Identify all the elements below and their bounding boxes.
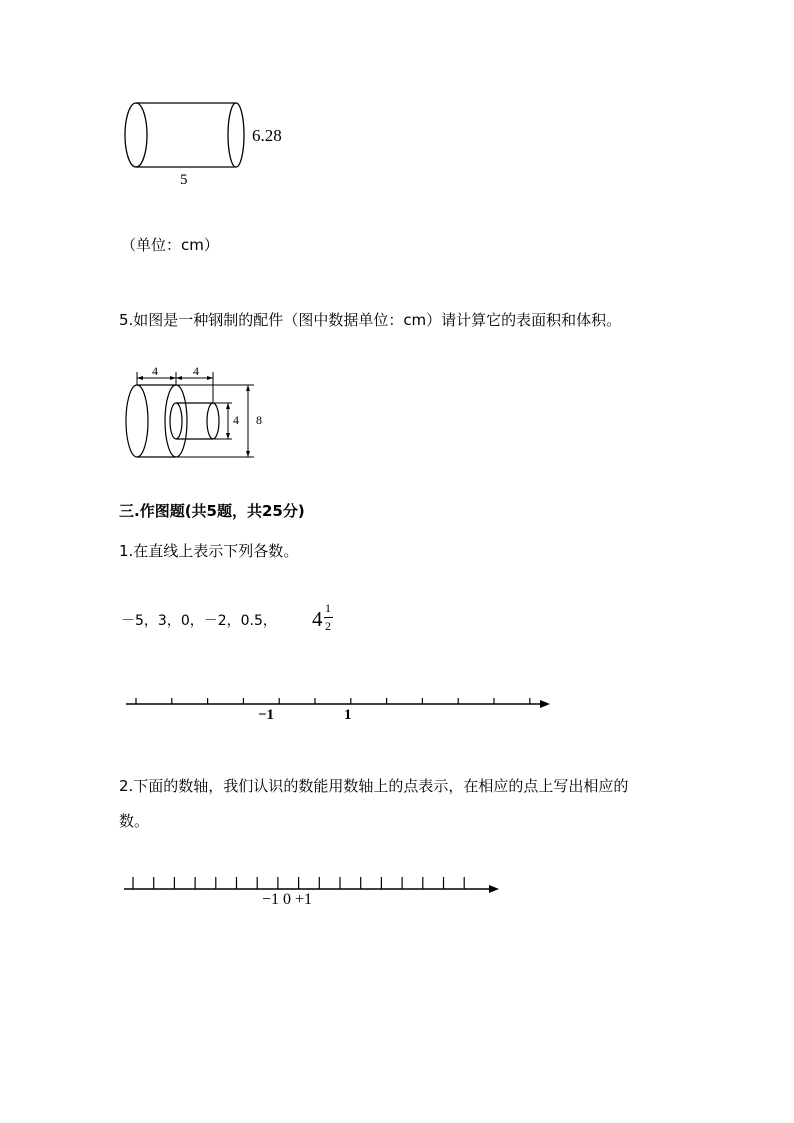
cylinder-length-label: 5 (180, 172, 188, 188)
axis2-labels: −1 0 +1 (262, 891, 313, 908)
q1-numbers: －5，3，0，－2，0.5， (121, 613, 277, 629)
dim-outer-length: 4 (152, 364, 158, 378)
mixed-denominator: 2 (325, 619, 331, 633)
unit-note: （单位：cm） (121, 236, 219, 254)
q5-text: 5.如图是一种钢制的配件（图中数据单位：cm）请计算它的表面积和体积。 (119, 311, 622, 329)
q2-text-line1: 2.下面的数轴，我们认识的数能用数轴上的点表示，在相应的点上写出相应的 (119, 777, 629, 795)
axis1-label-neg1: −1 (258, 707, 275, 723)
mixed-whole: 4 (312, 607, 323, 631)
dim-inner-length: 4 (193, 364, 199, 378)
q2-text-line2: 数。 (119, 812, 150, 830)
section-title: 三.作图题(共5题，共25分) (119, 502, 305, 520)
cylinder-height-label: 6.28 (252, 126, 282, 145)
axis1-label-pos1: 1 (344, 707, 352, 723)
q1-text: 1.在直线上表示下列各数。 (119, 542, 299, 560)
mixed-numerator: 1 (325, 601, 331, 615)
dim-inner-diameter: 4 (233, 413, 239, 427)
dim-outer-diameter: 8 (256, 413, 262, 427)
